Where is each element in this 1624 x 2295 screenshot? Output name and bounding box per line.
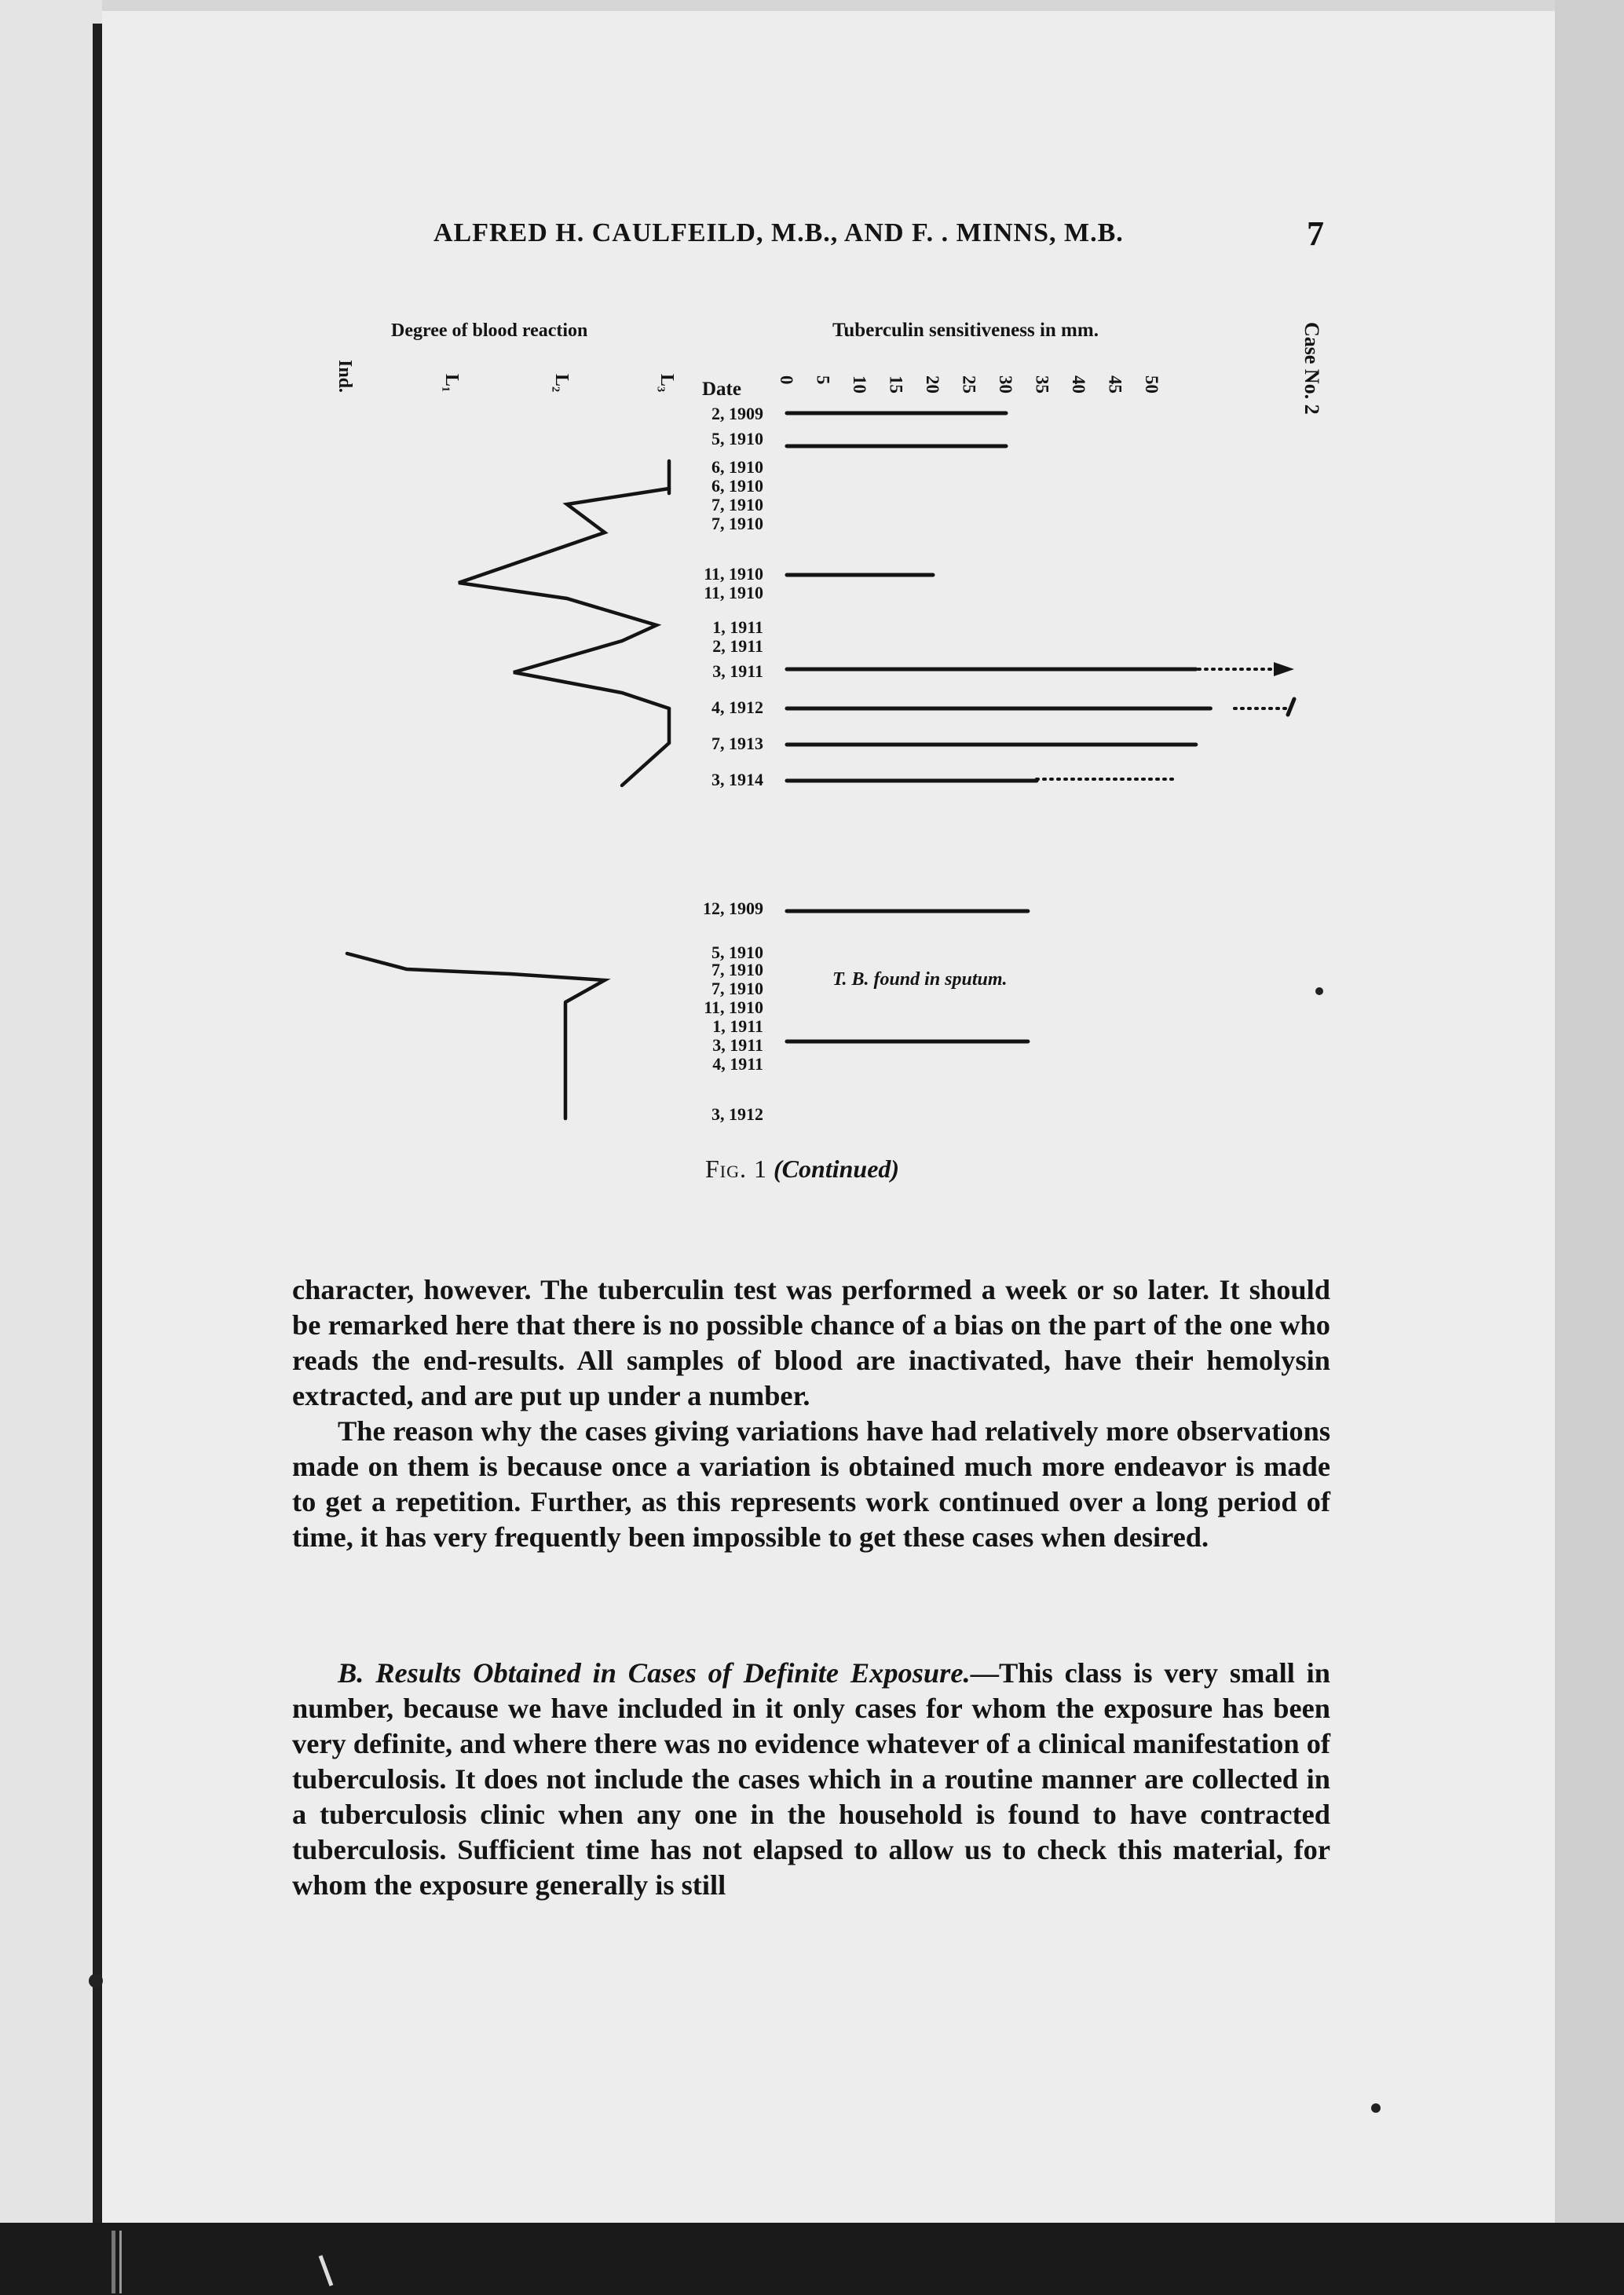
upper-date-10: 3, 1911: [712, 661, 763, 681]
lower-date-3: 7, 1910: [711, 979, 763, 998]
tuberculin-bars: [787, 413, 1210, 1041]
upper-date-12: 7, 1913: [711, 734, 763, 753]
upper-date-0: 2, 1909: [711, 404, 763, 423]
tick-label-50: 50: [1142, 375, 1161, 393]
lower-date-1: 5, 1910: [711, 943, 763, 962]
lower-date-6: 3, 1911: [712, 1035, 763, 1055]
section-body: —This class is very small in number, because we have included in it only cases for whom the exposure has been very definite, and where there was no evidence whatever of a clinical manifestation of tuberculosis. It does not include the cases which in a routine manner are collected in a tuberculosis clinic when any one in the household is found to have contracted tuberculosis. Sufficient time has not elapsed to allow us to check this material, for whom the exposure generally is still: [292, 1657, 1331, 1901]
date-header: Date: [702, 379, 741, 400]
upper-date-6: 11, 1910: [704, 564, 763, 584]
tick-label-10: 10: [850, 375, 869, 393]
caption-suffix: (Continued): [774, 1155, 900, 1183]
paragraph-2: [292, 1414, 1330, 1555]
lower-date-8: 3, 1912: [711, 1104, 763, 1124]
end-tick-4-1912: [1288, 699, 1294, 715]
level-label-l2: L₂: [551, 374, 572, 393]
tick-label-40: 40: [1069, 375, 1088, 393]
upper-date-13: 3, 1914: [711, 770, 763, 789]
paragraph-1: [292, 1272, 1330, 1414]
paragraph-3: [292, 1656, 1330, 1903]
tick-label-15: 15: [886, 375, 906, 393]
tick-label-35: 35: [1032, 375, 1052, 393]
scan-bottom-edge: [0, 2223, 1624, 2295]
tick-labels: [777, 375, 1161, 393]
level-label-l3: L₃: [657, 374, 677, 393]
lower-date-7: 4, 1911: [712, 1054, 763, 1074]
lower-date-2: 7, 1910: [711, 960, 763, 979]
lower-date-0: 12, 1909: [703, 899, 763, 918]
lower-date-4: 11, 1910: [704, 997, 763, 1017]
upper-date-1: 5, 1910: [711, 429, 763, 448]
section-heading: B. Results Obtained in Cases of Definite Exposure.: [338, 1657, 971, 1689]
level-label-ind: Ind.: [335, 360, 355, 393]
paragraph-2-text: The reason why the cases giving variations have had relatively more observations made on them is because once a variation is obtained much more endeavor is made to get a repetition. Further, as this represents work continued over a long period of time, it has very frequently been impossible to get these cases when desired.: [292, 1415, 1330, 1553]
paragraph-1-text: character, however. The tuberculin test was performed a week or so later. It should be remarked here that there is no possible chance of a bias on the part of the one who reads the end-results. All samples of blood are inactivated, have their hemolysin extracted, and are put up under a number.: [292, 1274, 1330, 1411]
tick-label-20: 20: [923, 375, 942, 393]
tick-label-45: 45: [1105, 375, 1125, 393]
figure-caption: [705, 1155, 899, 1184]
left-axis-title: Degree of blood reaction: [391, 320, 588, 341]
upper-date-2: 6, 1910: [711, 457, 763, 477]
blood-reaction-curve-lower: [347, 954, 605, 1118]
upper-date-4: 7, 1910: [711, 495, 763, 514]
upper-date-5: 7, 1910: [711, 514, 763, 533]
sputum-annotation: T. B. found in sputum.: [832, 969, 1008, 990]
dotted-extensions: [1037, 662, 1294, 779]
lower-date-5: 1, 1911: [712, 1016, 763, 1036]
page-number: 7: [1307, 214, 1324, 253]
blood-reaction-curve-upper: [459, 461, 669, 785]
level-labels: [335, 360, 677, 393]
arrow-head-3-1911: [1274, 662, 1294, 676]
upper-date-11: 4, 1912: [711, 697, 763, 717]
upper-date-7: 11, 1910: [704, 583, 763, 602]
upper-date-3: 6, 1910: [711, 476, 763, 496]
upper-date-8: 1, 1911: [712, 617, 763, 637]
tick-label-5: 5: [813, 375, 833, 385]
tick-label-25: 25: [959, 375, 979, 393]
level-label-l1: L₁: [441, 374, 462, 393]
running-head: ALFRED H. CAULFEILD, M.B., AND F. . MINNS, M.B.: [433, 218, 1124, 247]
upper-date-9: 2, 1911: [712, 636, 763, 656]
upper-date-labels: [704, 404, 763, 789]
tick-label-30: 30: [996, 375, 1015, 393]
paragraph-3-text: [292, 1656, 1330, 1903]
lower-date-labels: [703, 899, 763, 1124]
case-label: Case No. 2: [1300, 322, 1323, 415]
caption-prefix: Fig. 1: [705, 1155, 768, 1183]
tick-label-0: 0: [777, 375, 796, 385]
right-axis-title: Tuberculin sensitiveness in mm.: [832, 320, 1099, 341]
